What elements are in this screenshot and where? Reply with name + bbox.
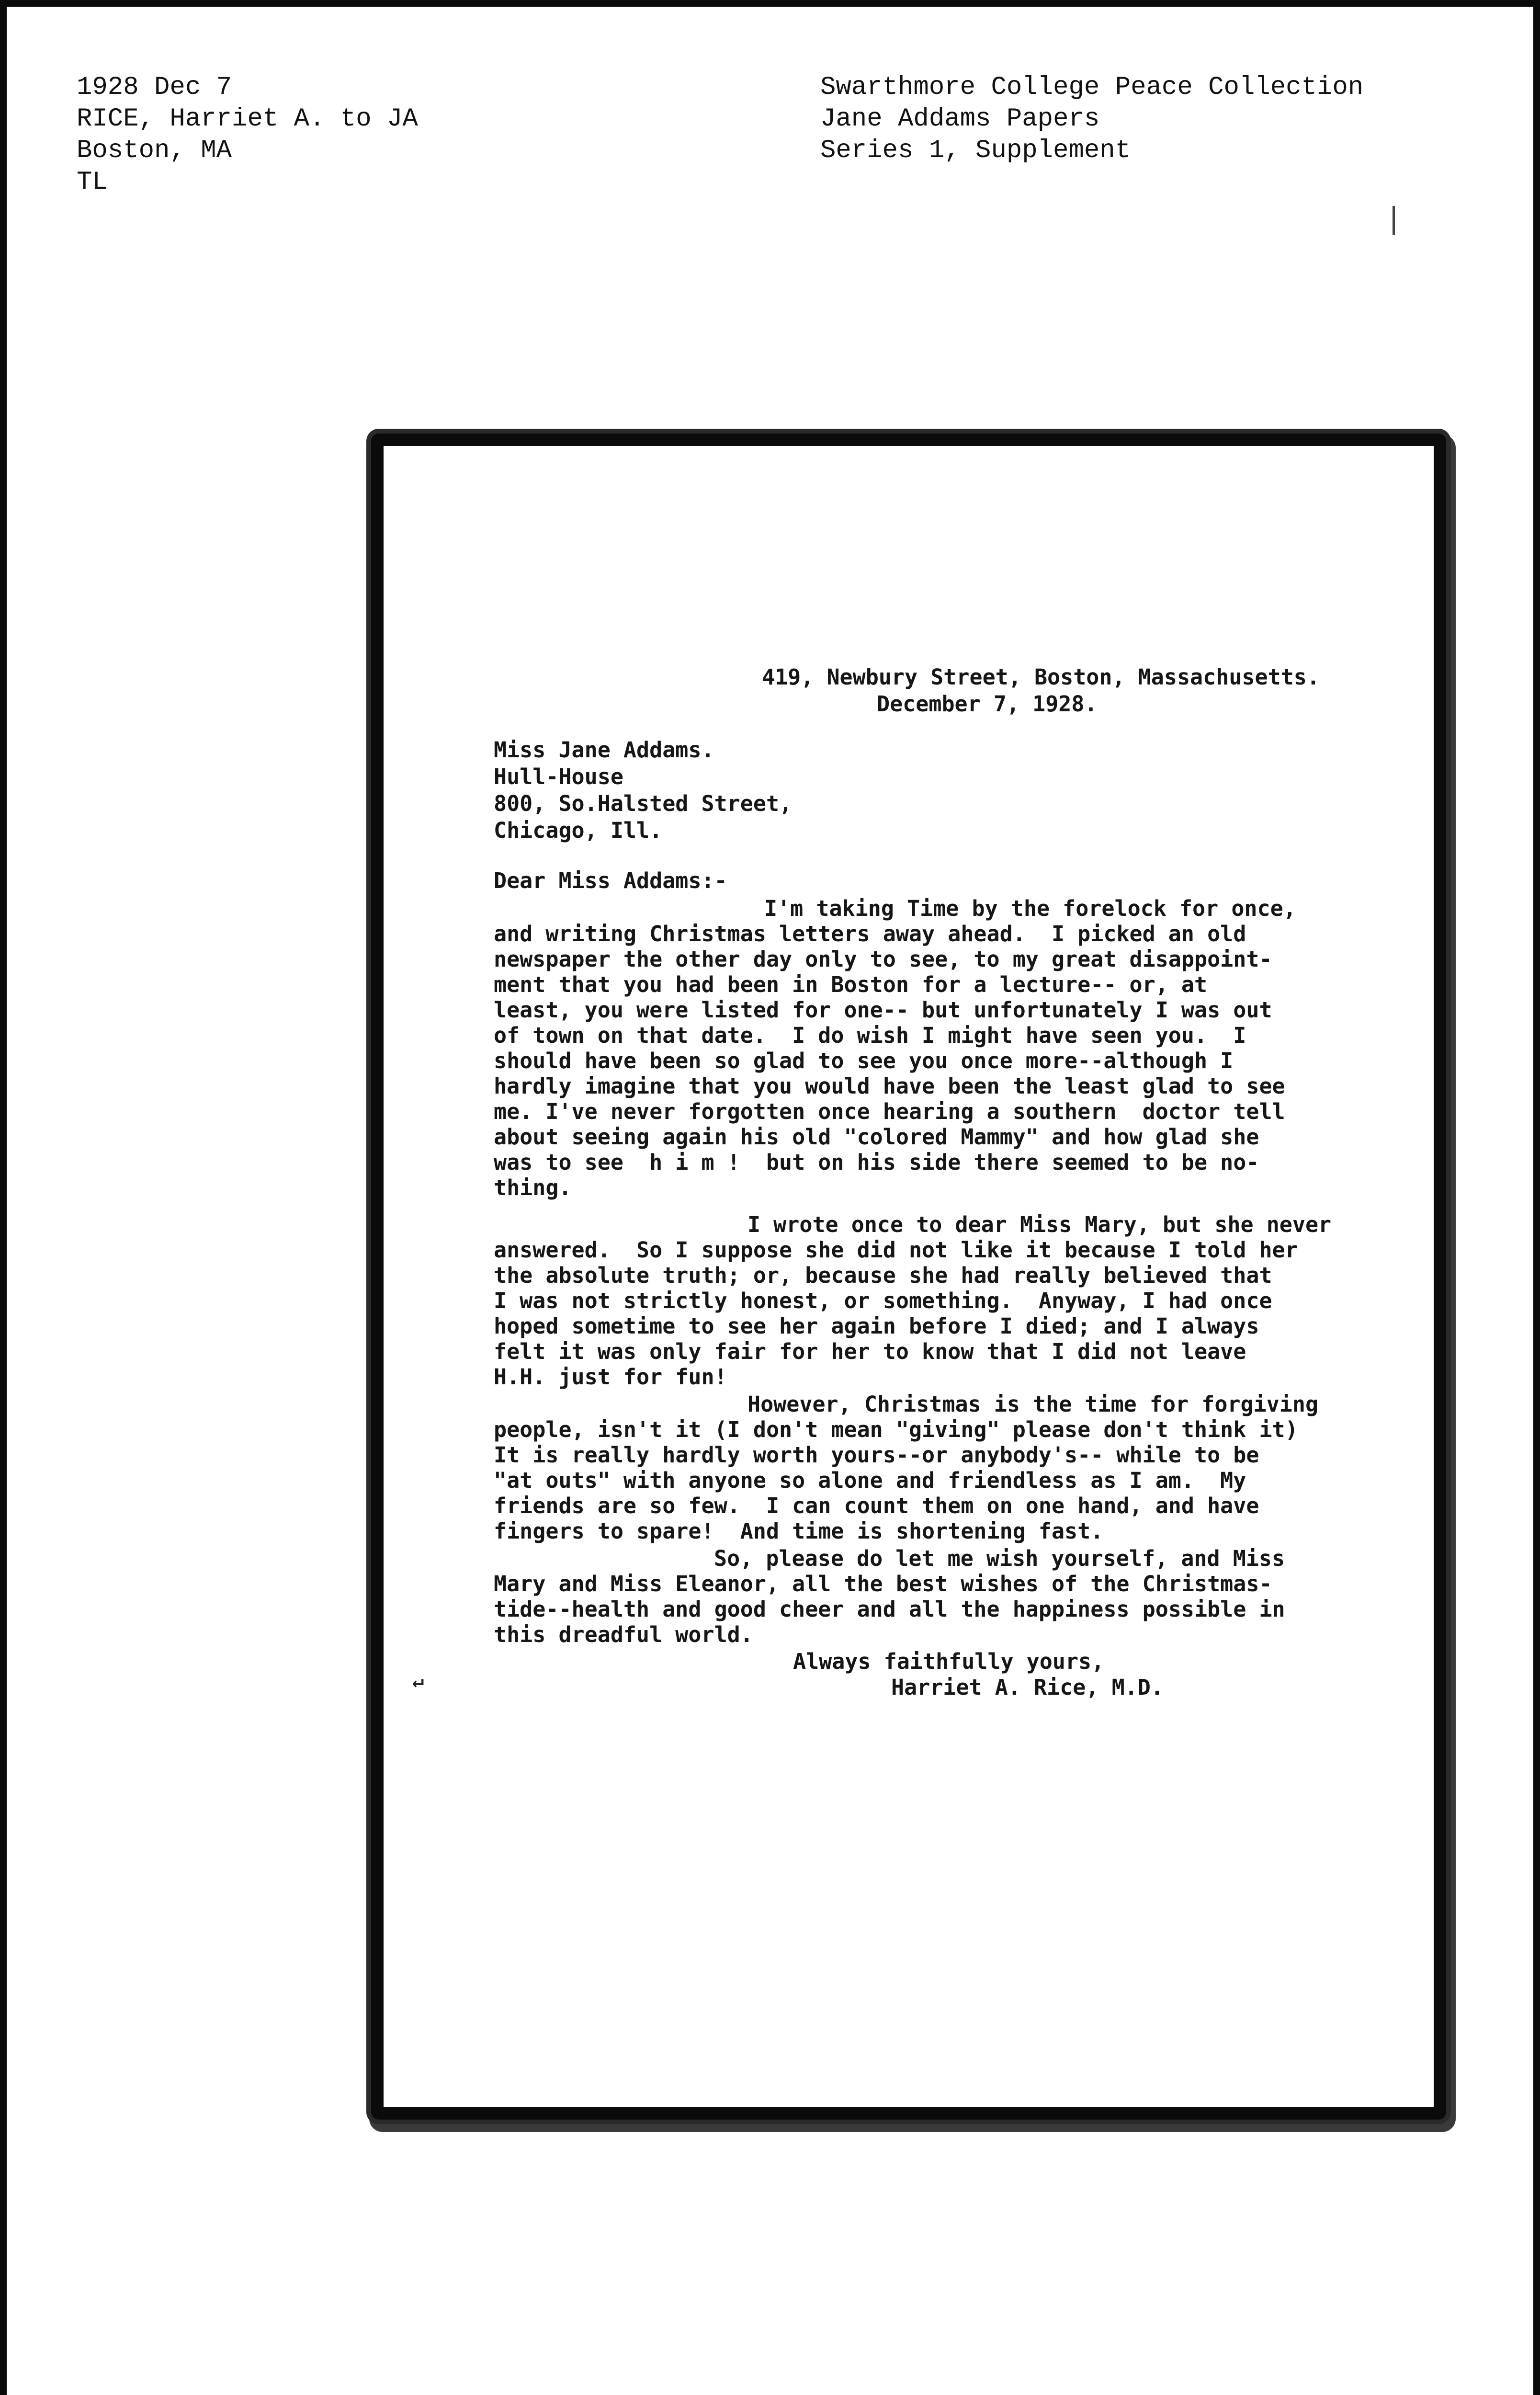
body-line: So, please do let me wish yourself, and Miss [714, 1546, 1285, 1571]
citation-place: Boston, MA [77, 136, 232, 165]
body-line: the absolute truth; or, because she had really believed that [494, 1263, 1272, 1288]
body-line: felt it was only fair for her to know that I did not leave [494, 1339, 1246, 1364]
citation-doc-type: TL [77, 168, 108, 197]
body-line: hoped sometime to see her again before I died; and I always [494, 1313, 1259, 1339]
collection-name: Swarthmore College Peace Collection [820, 73, 1364, 102]
series-name: Series 1, Supplement [820, 136, 1131, 165]
body-line: hardly imagine that you would have been the least glad to see [494, 1073, 1285, 1099]
body-line: should have been so glad to see you once more--although I [494, 1048, 1234, 1073]
body-line: this dreadful world. [494, 1622, 753, 1647]
recipient-line: Miss Jane Addams. [494, 737, 714, 763]
papers-name: Jane Addams Papers [820, 104, 1100, 134]
body-line: friends are so few. I can count them on one hand, and have [494, 1493, 1259, 1518]
body-line: I wrote once to dear Miss Mary, but she never [747, 1212, 1332, 1237]
body-line: thing. [494, 1175, 572, 1200]
complimentary-close: Always faithfully yours, [793, 1649, 1105, 1674]
body-line: However, Christmas is the time for forgiving [747, 1391, 1319, 1417]
body-line: and writing Christmas letters away ahead. I picked an old [494, 921, 1246, 947]
sender-address: 419, Newbury Street, Boston, Massachusetts. [762, 664, 1320, 690]
body-line: Mary and Miss Eleanor, all the best wishes of the Christmas- [494, 1571, 1272, 1597]
body-line: I'm taking Time by the forelock for once, [764, 896, 1296, 921]
collection-info [820, 72, 1363, 167]
body-line: "at outs" with anyone so alone and friendless as I am. My [494, 1468, 1246, 1493]
salutation: Dear Miss Addams:- [494, 868, 727, 893]
body-line: It is really hardly worth yours--or anybody's-- while to be [494, 1442, 1259, 1468]
ink-mark: ↵ [412, 1670, 424, 1692]
archive-citation [77, 72, 418, 198]
body-line: me. I've never forgotten once hearing a southern doctor tell [494, 1099, 1285, 1124]
body-line: answered. So I suppose she did not like it because I told her [494, 1237, 1298, 1263]
body-line: people, isn't it (I don't mean "giving" please don't think it) [494, 1417, 1298, 1442]
body-line: was to see h i m ! but on his side there seemed to be no- [494, 1150, 1259, 1175]
recipient-line: Hull-House [494, 764, 623, 789]
body-line: of town on that date. I do wish I might have seen you. I [494, 1023, 1246, 1048]
body-line: tide--health and good cheer and all the happiness possible in [494, 1597, 1285, 1622]
body-line: I was not strictly honest, or something. Anyway, I had once [494, 1288, 1272, 1313]
recipient-line: 800, So.Halsted Street, [494, 791, 793, 816]
citation-correspondents: RICE, Harriet A. to JA [77, 104, 418, 134]
body-line: about seeing again his old "colored Mammy" and how glad she [494, 1124, 1259, 1150]
citation-date: 1928 Dec 7 [77, 73, 232, 102]
body-line: H.H. just for fun! [494, 1364, 727, 1390]
signature: Harriet A. Rice, M.D. [891, 1675, 1164, 1700]
stray-scan-mark [1393, 206, 1395, 235]
letter-date: December 7, 1928. [877, 691, 1098, 717]
body-line: newspaper the other day only to see, to my great disappoint- [494, 947, 1272, 972]
body-line: fingers to spare! And time is shortening fast. [494, 1518, 1104, 1544]
recipient-line: Chicago, Ill. [494, 818, 663, 843]
letter-sheet [371, 433, 1446, 2120]
body-line: least, you were listed for one-- but unfortunately I was out [494, 997, 1272, 1023]
body-line: ment that you had been in Boston for a lecture-- or, at [494, 972, 1208, 997]
